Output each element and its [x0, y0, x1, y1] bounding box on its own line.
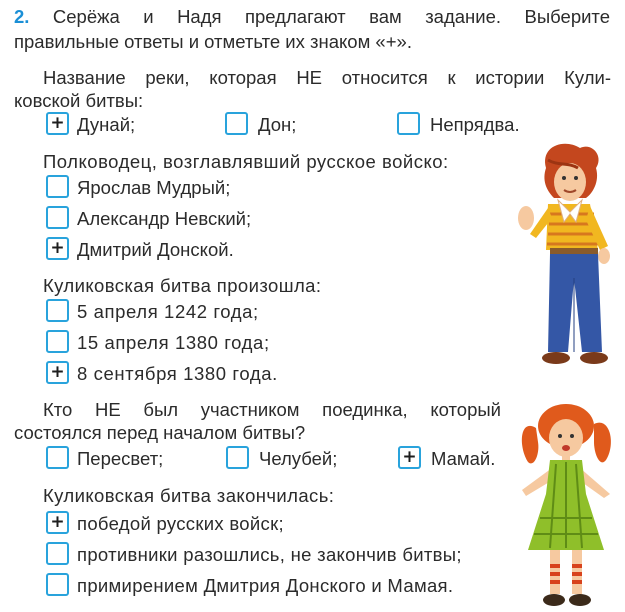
q3-option-3: 8 сентября 1380 года. [77, 363, 278, 384]
question-3-line1: Куликовская битва произошла: [43, 275, 322, 296]
q4-option-3: Мамай. [431, 448, 496, 469]
q3-option-2: 15 апреля 1380 года; [77, 332, 270, 353]
q1-checkbox-1[interactable]: + [46, 112, 69, 135]
q2-option-1: Ярослав Мудрый; [77, 177, 231, 198]
q1-checkbox-3[interactable] [397, 112, 420, 135]
question-4-line2: состоялся перед началом битвы? [14, 422, 306, 443]
task-number: 2. [14, 6, 30, 27]
task-intro-line2: правильные ответы и отметьте их знаком «+». [14, 31, 412, 52]
q5-checkbox-2[interactable] [46, 542, 69, 565]
boy-illustration [512, 138, 620, 370]
q4-option-2: Челубей; [259, 448, 338, 469]
q5-option-2: противники разошлись, не закончив битвы; [77, 544, 462, 565]
q3-checkbox-2[interactable] [46, 330, 69, 353]
q3-checkbox-3[interactable]: + [46, 361, 69, 384]
q4-checkbox-2[interactable] [226, 446, 249, 469]
q2-checkbox-2[interactable] [46, 206, 69, 229]
q2-checkbox-3[interactable]: + [46, 237, 69, 260]
q3-checkbox-1[interactable] [46, 299, 69, 322]
q5-option-1: победой русских войск; [77, 513, 284, 534]
task-intro-text: Серёжа и Надя предлагают вам задание. Выберите [52, 6, 610, 27]
q5-option-3: примирением Дмитрия Донского и Мамая. [77, 575, 454, 596]
q1-option-3: Непрядва. [430, 114, 520, 135]
question-5-line1: Куликовская битва закончилась: [43, 485, 335, 506]
q4-option-1: Пересвет; [77, 448, 164, 469]
q4-checkbox-3[interactable]: + [398, 446, 421, 469]
question-2-line1: Полководец, возглавлявший русское войско: [43, 151, 449, 172]
q1-option-2: Дон; [258, 114, 297, 135]
task-intro-line1 [14, 6, 610, 28]
q2-option-3: Дмитрий Донской. [77, 239, 234, 260]
q5-checkbox-1[interactable]: + [46, 511, 69, 534]
question-1-line2: ковской битвы: [14, 90, 144, 111]
question-4-line1: Кто НЕ был участником поединка, который [43, 399, 501, 420]
q1-checkbox-2[interactable] [225, 112, 248, 135]
q5-checkbox-3[interactable] [46, 573, 69, 596]
q4-checkbox-1[interactable] [46, 446, 69, 469]
q1-option-1: Дунай; [77, 114, 136, 135]
question-1-line1: Название реки, которая НЕ относится к истории Кули- [43, 67, 611, 88]
q3-option-1: 5 апреля 1242 года; [77, 301, 259, 322]
q2-option-2: Александр Невский; [77, 208, 252, 229]
girl-illustration [510, 398, 620, 610]
q2-checkbox-1[interactable] [46, 175, 69, 198]
